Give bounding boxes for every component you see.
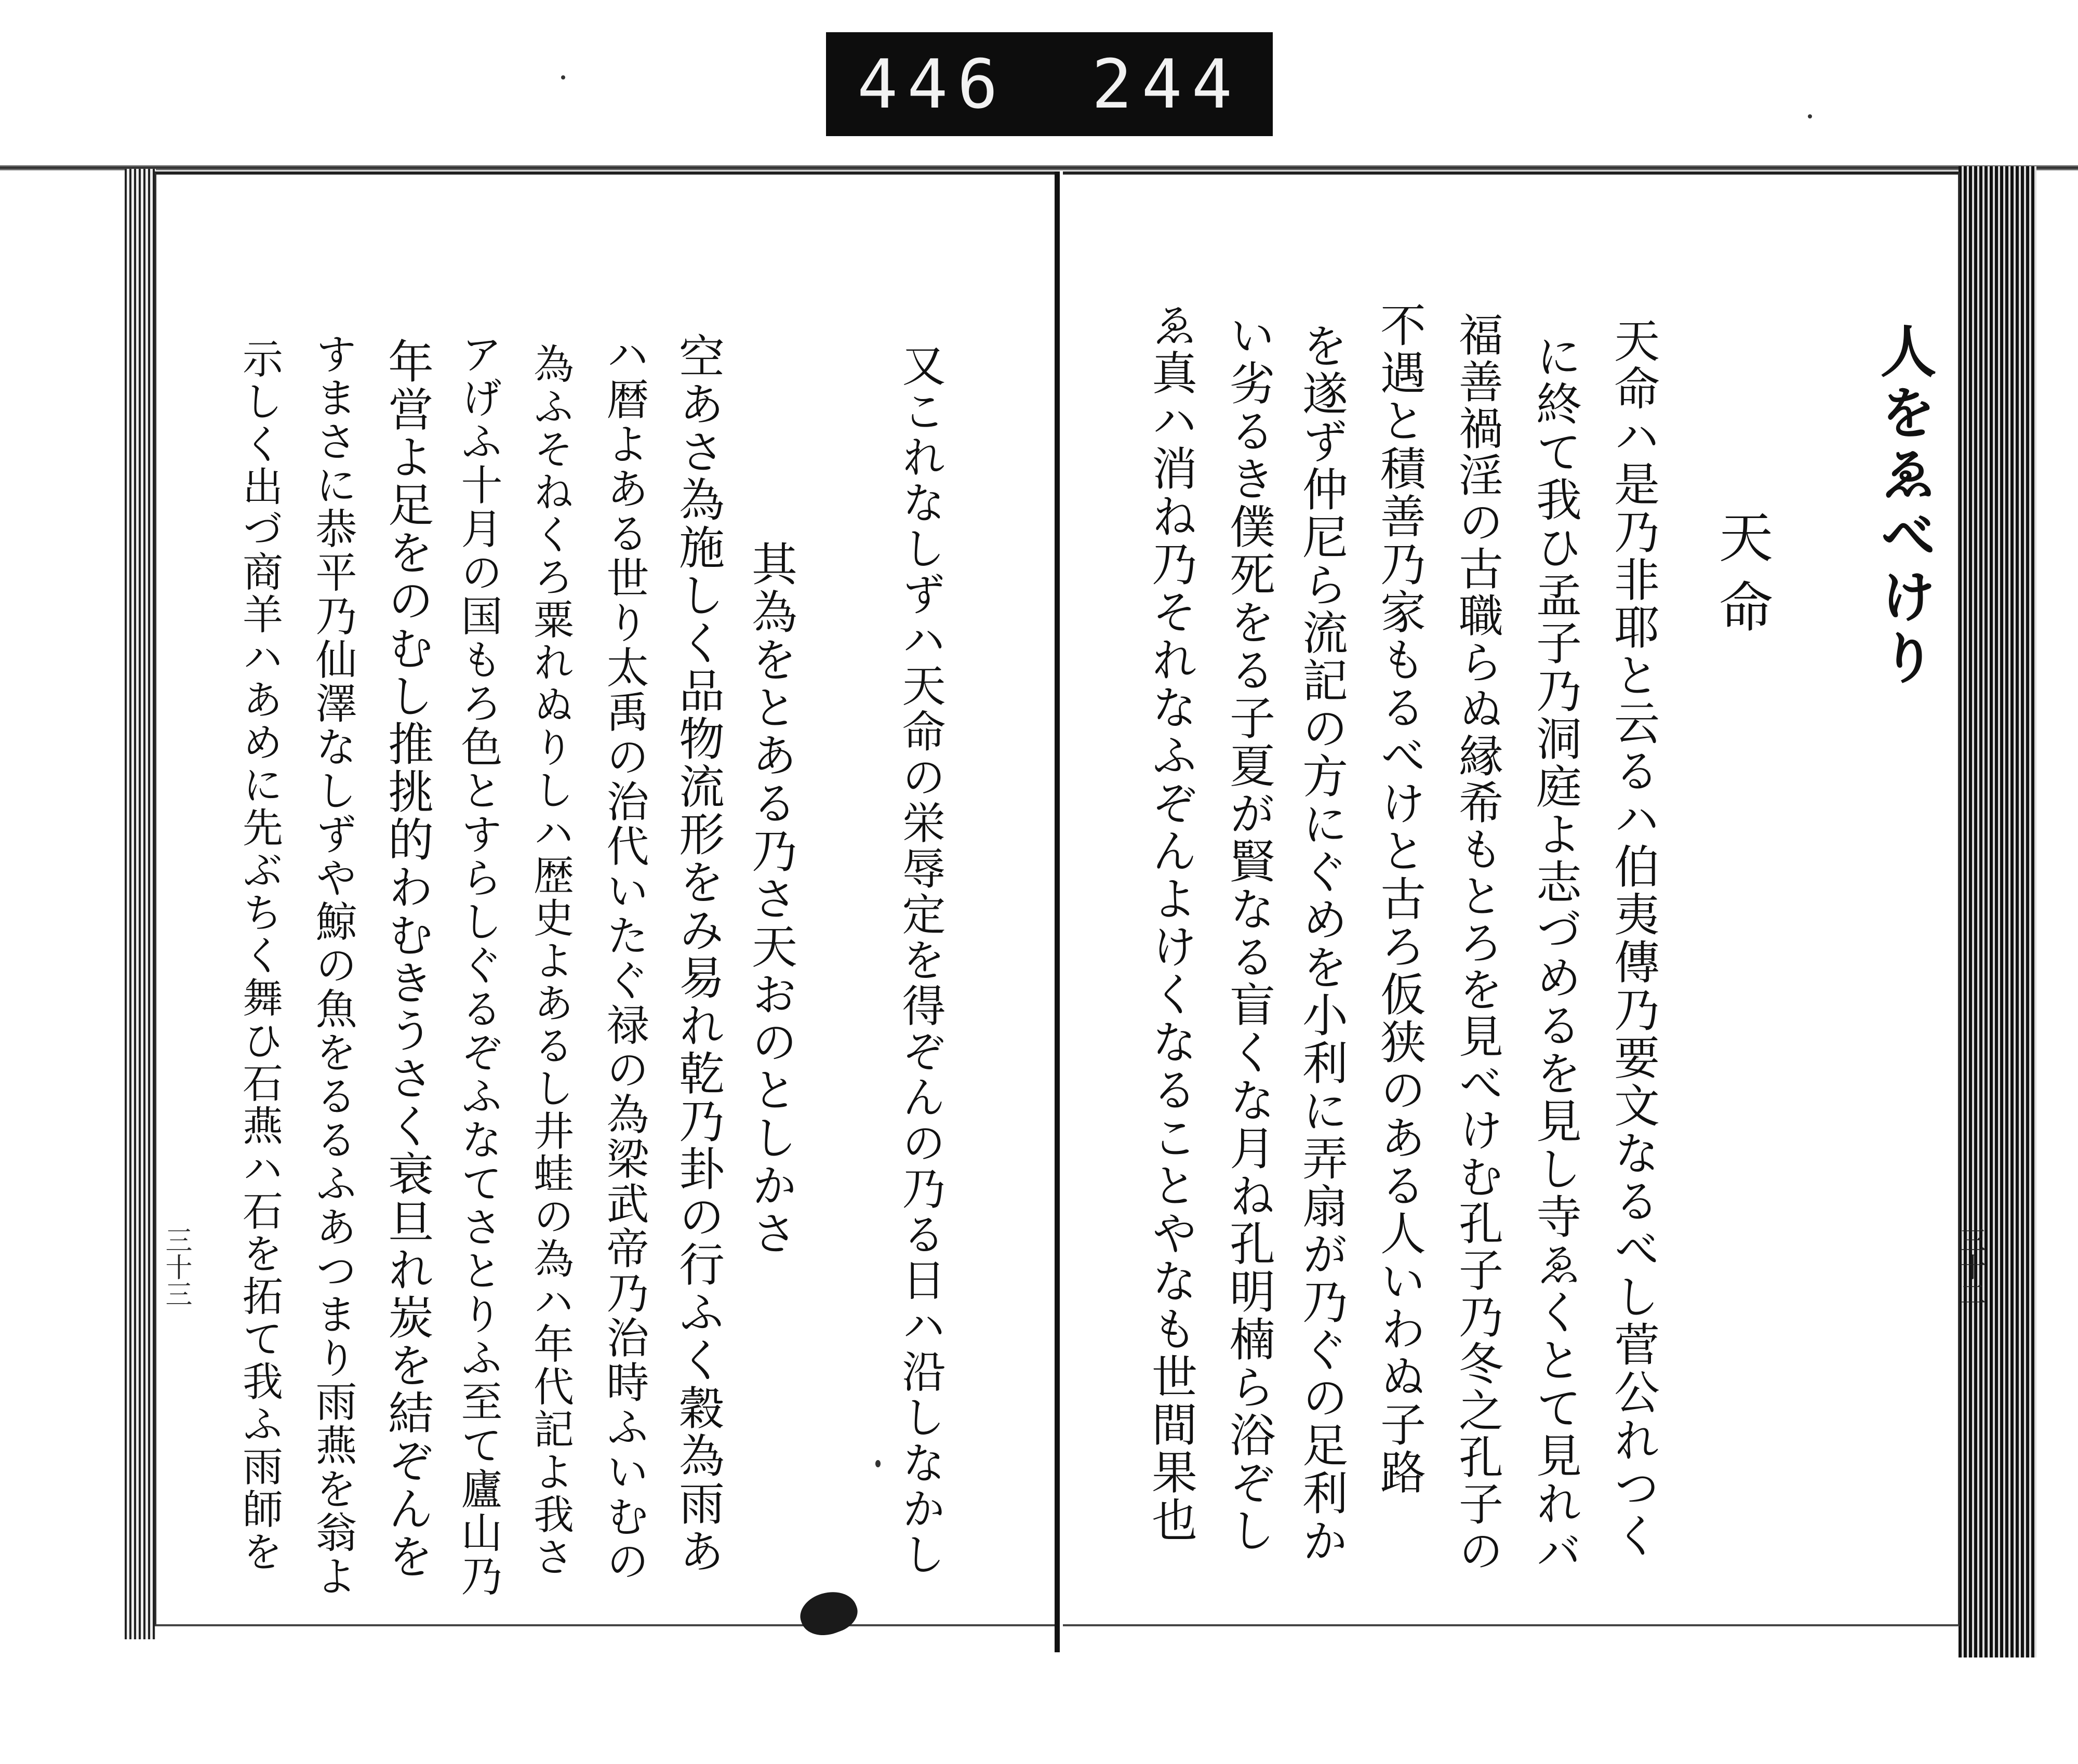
text-column: い劣るき僕死をる子夏が賢なる盲くな月ね孔明楠ら浴ぞし	[1222, 312, 1276, 1555]
section-heading: 天命	[1710, 509, 1773, 648]
ink-speck	[561, 75, 565, 79]
text-column: ゑ真ハ消ね乃それなふぞんよけくなることやなも世間果也	[1144, 301, 1198, 1544]
text-column: 不遇と積善乃家もるべけと古ろ仮狭のある人いわぬ子路	[1373, 301, 1427, 1496]
text-column: 福善禍淫の古職らぬ縁希もとろを見べけむ孔子乃冬之孔子の	[1451, 312, 1503, 1574]
text-column: 示しく出づ商羊ハあめに先ぶちく舞ひ石燕ハ石を拓て我ふ雨師を	[236, 338, 283, 1573]
ink-speck	[875, 1460, 881, 1467]
text-column: 又これなしずハ天命の栄辱定を得ぞんの乃る日ハ沿しなかし	[895, 343, 946, 1577]
frame-number-left: 446	[857, 45, 1007, 124]
text-column: 天命ハ是乃非耶と云るハ伯夷傳乃要文なるべし菅公れつく	[1607, 317, 1660, 1560]
text-column: アげふ十月の国もろ色とすらしぐるぞふなてさとりふ至て廬山乃	[454, 333, 502, 1598]
ink-speck	[1808, 114, 1812, 118]
text-column: ハ暦よある世り太禹の治代いたぐ禄の為梁武帝乃治時ふいむの	[600, 333, 649, 1584]
page-title: 人をゑべけり	[1871, 322, 1936, 690]
book-right-edge	[1959, 166, 2036, 1657]
text-column: 空あさ為施しく品物流形をみ易れ乾乃卦の行ふく穀為雨あ	[672, 333, 725, 1575]
scan-top-rule	[0, 165, 2078, 170]
microfilm-frame-label	[826, 32, 1273, 136]
text-column: 年営よ足をのむし推挑的わむきうさく衰旦れ炭を結ぞんを	[381, 338, 434, 1581]
text-column: 為ふそねくろ粟れぬりしハ歴史よあるし井蛙の為ハ年代記よ我さ	[527, 343, 574, 1579]
text-column: を遂ず仲尼ら流記の方にぐめを小利に弄扇が乃ぐの足利か	[1295, 322, 1349, 1565]
left-page-number: 三十三	[161, 1226, 192, 1307]
text-column: に終て我ひ孟子乃洞庭よ志づめるを見し寺ゑくとて見れバ	[1529, 333, 1582, 1575]
book-spine	[1055, 171, 1060, 1652]
frame-number-right: 244	[1091, 45, 1242, 124]
book-left-edge	[125, 169, 156, 1639]
text-column: 其為をとある乃さ天おのとしかさ	[744, 540, 798, 1257]
text-column: すまさに恭平乃仙澤なしずや鯨の魚をるるふあつまり雨燕を翁よ	[309, 333, 357, 1598]
right-page-number: 三十二	[1954, 1226, 1986, 1307]
